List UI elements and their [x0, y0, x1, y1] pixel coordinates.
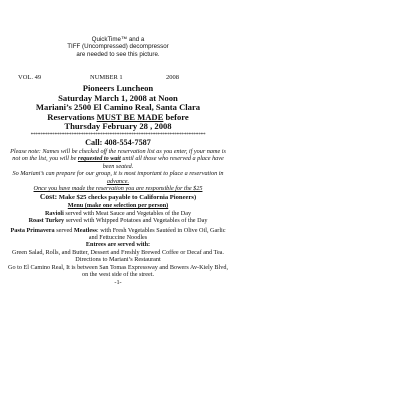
asterisk-divider: *************************************************************************: [30, 131, 206, 138]
issue-number: NUMBER 1: [90, 74, 123, 81]
cost-text: Make $25 checks payable to California Pioneers): [57, 194, 197, 202]
reservation-emphasis: MUST BE MADE: [96, 111, 164, 122]
quicktime-line: QuickTime™ and a: [91, 36, 145, 43]
entrees-heading: Entrees are served with:: [85, 241, 151, 249]
directions-text: Go to El Camino Real, It is between San Tomas Expressway and Bowers Av-Kiely Blvd, on the west side of the street.: [8, 263, 228, 279]
cost-line: [8, 192, 228, 202]
entrees-text: Green Salad, Rolls, and Butter, Dessert and Freshly Brewed Coffee or Decaf and Tea.: [12, 248, 224, 256]
note-emphasis: requested to wait: [77, 155, 121, 163]
advance-note: [8, 170, 228, 185]
luncheon-venue: Mariani’s 2500 El Camino Real, Santa Clara: [35, 102, 201, 113]
cost-label: Cost:: [39, 192, 58, 202]
note-emphasis: advance.: [106, 177, 130, 185]
luncheon-title: Pioneers Luncheon: [82, 83, 154, 93]
quicktime-line: TIFF (Uncompressed) decompressor: [67, 43, 169, 51]
menu-item-primavera: [8, 227, 228, 242]
note-text: until all those who reserved a place have been seated.: [102, 155, 224, 170]
menu-item-tag: Meatless: [73, 226, 97, 234]
menu-item-name: Roast Turkey: [28, 217, 65, 225]
note-text: So Mariani’s can prepare for our group, it is most important to place a reservation in: [12, 170, 224, 178]
reservation-post: before: [163, 111, 189, 122]
responsibility-note: Once you have made the reservation you are responsible for the $25: [33, 185, 203, 192]
directions-heading: Directions to Mariani’s Restaurant: [75, 256, 161, 264]
menu-item-desc: served: [54, 226, 74, 234]
luncheon-date: Saturday March 1, 2008 at Noon: [58, 92, 178, 103]
volume-label: VOL. 49: [18, 74, 42, 81]
menu-item-name: Pasta Primavera: [10, 226, 55, 234]
menu-item-name: Ravioli: [44, 209, 64, 217]
menu-item-ravioli: [8, 210, 228, 217]
menu-item-desc: served with Whipped Potatoes and Vegetables of the Day: [64, 217, 208, 225]
menu-item-desc: : with Fresh Vegetables Sautéed in Olive Oil, Garlic and Fettuccine Noodles: [88, 226, 226, 242]
reservation-deadline: Thursday February 28 , 2008: [64, 121, 172, 132]
note-text: Please note: Names will be checked off the reservation list as you enter, if your name is not on the list, you will be: [10, 147, 226, 163]
call-phone: Call: 408-554-7587: [85, 137, 151, 147]
luncheon-announcement: [8, 84, 228, 286]
page-number: -1-: [114, 279, 122, 287]
issue-year: 2008: [166, 74, 179, 81]
menu-item-turkey: [8, 217, 228, 224]
menu-item-desc: served with Meat Sauce and Vegetables of the Day: [63, 209, 192, 217]
reservation-note: [8, 148, 228, 170]
menu-heading: Menu (make one selection per person): [67, 202, 169, 210]
quicktime-placeholder: [8, 36, 228, 58]
quicktime-line: are needed to see this picture.: [76, 50, 160, 58]
reservation-pre: Reservations: [47, 111, 97, 122]
